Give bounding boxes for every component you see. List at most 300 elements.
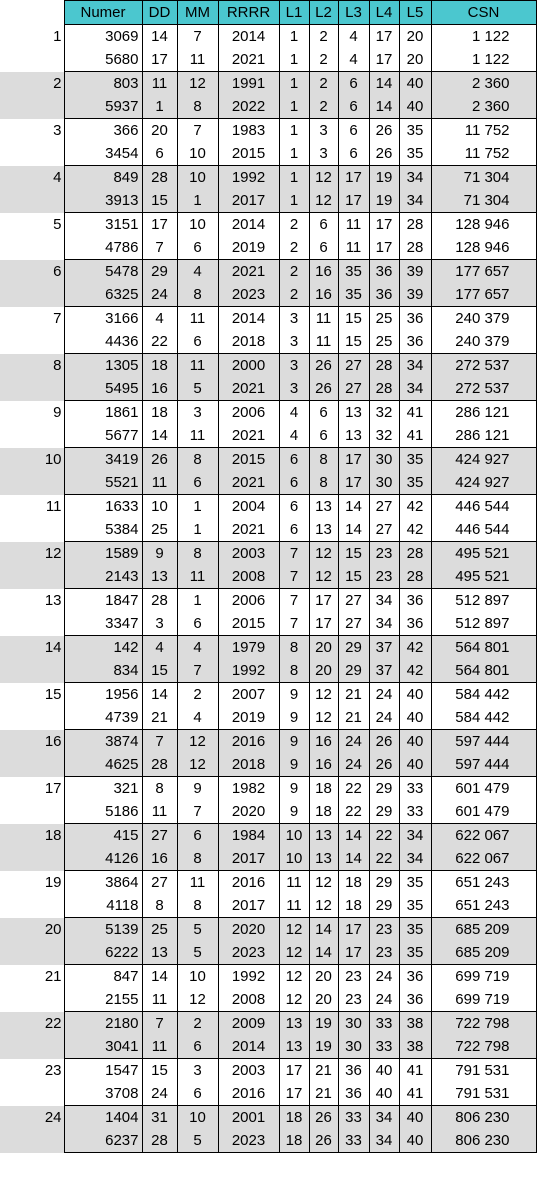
l1-cell: 12 xyxy=(279,965,309,989)
l4-cell: 23 xyxy=(369,565,399,589)
numer-cell: 5139 xyxy=(64,918,142,942)
l4-cell: 32 xyxy=(369,401,399,425)
header-csn: CSN xyxy=(431,1,536,25)
l3-cell: 15 xyxy=(338,542,369,566)
l4-cell: 19 xyxy=(369,189,399,213)
l5-cell: 40 xyxy=(399,753,431,777)
header-l2: L2 xyxy=(309,1,338,25)
l5-cell: 35 xyxy=(399,871,431,895)
l3-cell: 6 xyxy=(338,72,369,96)
l4-cell: 27 xyxy=(369,518,399,542)
l1-cell: 3 xyxy=(279,377,309,401)
l2-cell: 13 xyxy=(309,495,338,519)
numer-cell: 4118 xyxy=(64,894,142,918)
mm-cell: 7 xyxy=(177,119,218,143)
l3-cell: 18 xyxy=(338,871,369,895)
l1-cell: 12 xyxy=(279,941,309,965)
mm-cell: 5 xyxy=(177,918,218,942)
rrrr-cell: 1979 xyxy=(218,636,279,660)
l4-cell: 33 xyxy=(369,1035,399,1059)
l3-cell: 24 xyxy=(338,753,369,777)
dd-cell: 24 xyxy=(142,283,177,307)
mm-cell: 4 xyxy=(177,636,218,660)
table-row xyxy=(0,260,536,284)
l1-cell: 1 xyxy=(279,72,309,96)
l2-cell: 8 xyxy=(309,448,338,472)
l4-cell: 26 xyxy=(369,119,399,143)
l2-cell: 19 xyxy=(309,1012,338,1036)
l2-cell: 18 xyxy=(309,800,338,824)
l5-cell: 39 xyxy=(399,260,431,284)
group-number-cell: 14 xyxy=(0,636,64,683)
group-number-cell: 10 xyxy=(0,448,64,495)
csn-cell: 240 379 xyxy=(431,330,536,354)
dd-cell: 21 xyxy=(142,706,177,730)
l1-cell: 6 xyxy=(279,518,309,542)
l1-cell: 9 xyxy=(279,777,309,801)
mm-cell: 2 xyxy=(177,1012,218,1036)
l4-cell: 24 xyxy=(369,683,399,707)
l5-cell: 40 xyxy=(399,72,431,96)
dd-cell: 9 xyxy=(142,542,177,566)
dd-cell: 14 xyxy=(142,25,177,49)
dd-cell: 20 xyxy=(142,119,177,143)
l1-cell: 7 xyxy=(279,589,309,613)
rrrr-cell: 2023 xyxy=(218,941,279,965)
csn-cell: 584 442 xyxy=(431,706,536,730)
table-row xyxy=(0,1106,536,1130)
rrrr-cell: 2014 xyxy=(218,213,279,237)
numer-cell: 4786 xyxy=(64,236,142,260)
mm-cell: 8 xyxy=(177,283,218,307)
l4-cell: 14 xyxy=(369,95,399,119)
l4-cell: 33 xyxy=(369,1012,399,1036)
dd-cell: 10 xyxy=(142,495,177,519)
csn-cell: 2 360 xyxy=(431,72,536,96)
l3-cell: 13 xyxy=(338,424,369,448)
l4-cell: 25 xyxy=(369,330,399,354)
table-row xyxy=(0,1012,536,1036)
csn-cell: 495 521 xyxy=(431,565,536,589)
mm-cell: 7 xyxy=(177,800,218,824)
l1-cell: 1 xyxy=(279,25,309,49)
mm-cell: 9 xyxy=(177,777,218,801)
numer-cell: 4739 xyxy=(64,706,142,730)
mm-cell: 6 xyxy=(177,236,218,260)
table-row xyxy=(0,330,536,354)
mm-cell: 3 xyxy=(177,1059,218,1083)
l5-cell: 41 xyxy=(399,424,431,448)
l2-cell: 12 xyxy=(309,706,338,730)
dd-cell: 24 xyxy=(142,1082,177,1106)
table-row xyxy=(0,988,536,1012)
l2-cell: 21 xyxy=(309,1059,338,1083)
mm-cell: 12 xyxy=(177,730,218,754)
dd-cell: 14 xyxy=(142,965,177,989)
group-number-cell: 16 xyxy=(0,730,64,777)
rrrr-cell: 2014 xyxy=(218,307,279,331)
table-row xyxy=(0,612,536,636)
table-row xyxy=(0,753,536,777)
dd-cell: 4 xyxy=(142,307,177,331)
rrrr-cell: 1984 xyxy=(218,824,279,848)
csn-cell: 564 801 xyxy=(431,636,536,660)
csn-cell: 286 121 xyxy=(431,424,536,448)
l3-cell: 4 xyxy=(338,25,369,49)
mm-cell: 1 xyxy=(177,495,218,519)
l5-cell: 35 xyxy=(399,142,431,166)
l5-cell: 36 xyxy=(399,307,431,331)
l2-cell: 17 xyxy=(309,612,338,636)
dd-cell: 18 xyxy=(142,354,177,378)
l5-cell: 40 xyxy=(399,1106,431,1130)
l5-cell: 35 xyxy=(399,918,431,942)
l2-cell: 14 xyxy=(309,941,338,965)
numer-cell: 3166 xyxy=(64,307,142,331)
numer-cell: 366 xyxy=(64,119,142,143)
numer-cell: 3708 xyxy=(64,1082,142,1106)
csn-cell: 651 243 xyxy=(431,894,536,918)
l4-cell: 29 xyxy=(369,894,399,918)
l3-cell: 22 xyxy=(338,800,369,824)
dd-cell: 17 xyxy=(142,213,177,237)
l2-cell: 20 xyxy=(309,659,338,683)
csn-cell: 512 897 xyxy=(431,589,536,613)
l2-cell: 17 xyxy=(309,589,338,613)
l2-cell: 13 xyxy=(309,518,338,542)
table-row xyxy=(0,189,536,213)
l3-cell: 23 xyxy=(338,988,369,1012)
rrrr-cell: 1982 xyxy=(218,777,279,801)
rrrr-cell: 2021 xyxy=(218,424,279,448)
mm-cell: 7 xyxy=(177,25,218,49)
l4-cell: 28 xyxy=(369,354,399,378)
l4-cell: 37 xyxy=(369,636,399,660)
rrrr-cell: 2021 xyxy=(218,471,279,495)
l5-cell: 34 xyxy=(399,189,431,213)
table-row xyxy=(0,95,536,119)
l1-cell: 9 xyxy=(279,706,309,730)
rrrr-cell: 2004 xyxy=(218,495,279,519)
table-row xyxy=(0,236,536,260)
csn-cell: 424 927 xyxy=(431,471,536,495)
rrrr-cell: 1992 xyxy=(218,659,279,683)
mm-cell: 1 xyxy=(177,189,218,213)
dd-cell: 22 xyxy=(142,330,177,354)
l1-cell: 9 xyxy=(279,800,309,824)
l5-cell: 38 xyxy=(399,1035,431,1059)
l3-cell: 22 xyxy=(338,777,369,801)
l2-cell: 16 xyxy=(309,283,338,307)
mm-cell: 6 xyxy=(177,612,218,636)
numer-cell: 5937 xyxy=(64,95,142,119)
group-number-cell: 5 xyxy=(53,215,62,233)
l4-cell: 17 xyxy=(369,25,399,49)
l5-cell: 34 xyxy=(399,166,431,190)
csn-cell: 722 798 xyxy=(431,1012,536,1036)
rrrr-cell: 2015 xyxy=(218,142,279,166)
numer-cell: 803 xyxy=(64,72,142,96)
l4-cell: 37 xyxy=(369,659,399,683)
l5-cell: 28 xyxy=(399,213,431,237)
l3-cell: 17 xyxy=(338,189,369,213)
numer-cell: 5384 xyxy=(64,518,142,542)
l1-cell: 1 xyxy=(279,189,309,213)
l4-cell: 23 xyxy=(369,542,399,566)
l2-cell: 20 xyxy=(309,988,338,1012)
rrrr-cell: 1991 xyxy=(218,72,279,96)
rrrr-cell: 2023 xyxy=(218,1129,279,1153)
csn-cell: 699 719 xyxy=(431,988,536,1012)
l4-cell: 14 xyxy=(369,72,399,96)
numer-cell: 142 xyxy=(64,636,142,660)
rrrr-cell: 2003 xyxy=(218,1059,279,1083)
numer-cell: 5495 xyxy=(64,377,142,401)
l4-cell: 17 xyxy=(369,48,399,72)
csn-cell: 651 243 xyxy=(431,871,536,895)
l3-cell: 14 xyxy=(338,824,369,848)
l3-cell: 29 xyxy=(338,659,369,683)
mm-cell: 8 xyxy=(177,894,218,918)
l5-cell: 40 xyxy=(399,683,431,707)
l5-cell: 20 xyxy=(399,48,431,72)
rrrr-cell: 2019 xyxy=(218,236,279,260)
mm-cell: 11 xyxy=(177,307,218,331)
table-row xyxy=(0,471,536,495)
dd-cell: 1 xyxy=(142,95,177,119)
group-number-cell: 8 xyxy=(0,354,64,401)
group-number-cell: 17 xyxy=(44,779,62,797)
l1-cell: 10 xyxy=(279,847,309,871)
mm-cell: 8 xyxy=(177,847,218,871)
numer-cell: 1305 xyxy=(64,354,142,378)
l2-cell: 20 xyxy=(309,965,338,989)
l2-cell: 19 xyxy=(309,1035,338,1059)
dd-cell: 4 xyxy=(142,636,177,660)
csn-cell: 622 067 xyxy=(431,824,536,848)
mm-cell: 6 xyxy=(177,1035,218,1059)
mm-cell: 11 xyxy=(177,354,218,378)
l1-cell: 18 xyxy=(279,1129,309,1153)
l4-cell: 36 xyxy=(369,283,399,307)
l3-cell: 6 xyxy=(338,119,369,143)
l5-cell: 35 xyxy=(399,448,431,472)
mm-cell: 8 xyxy=(177,542,218,566)
rrrr-cell: 2016 xyxy=(218,1082,279,1106)
l3-cell: 27 xyxy=(338,377,369,401)
csn-cell: 597 444 xyxy=(431,753,536,777)
table-row xyxy=(0,25,536,49)
l2-cell: 21 xyxy=(309,1082,338,1106)
l3-cell: 33 xyxy=(338,1129,369,1153)
numer-cell: 4625 xyxy=(64,753,142,777)
l1-cell: 13 xyxy=(279,1012,309,1036)
l1-cell: 3 xyxy=(279,354,309,378)
dd-cell: 25 xyxy=(142,918,177,942)
dd-cell: 27 xyxy=(142,824,177,848)
group-number-cell: 2 xyxy=(0,72,64,119)
mm-cell: 11 xyxy=(177,871,218,895)
l5-cell: 41 xyxy=(399,1082,431,1106)
numer-cell: 5521 xyxy=(64,471,142,495)
csn-cell: 240 379 xyxy=(431,307,536,331)
rrrr-cell: 2019 xyxy=(218,706,279,730)
l3-cell: 6 xyxy=(338,142,369,166)
numer-cell: 1589 xyxy=(64,542,142,566)
header-numer: Numer xyxy=(64,1,142,25)
dd-cell: 15 xyxy=(142,659,177,683)
l1-cell: 13 xyxy=(279,1035,309,1059)
group-number-cell: 21 xyxy=(44,967,62,985)
l5-cell: 36 xyxy=(399,330,431,354)
l3-cell: 30 xyxy=(338,1012,369,1036)
rrrr-cell: 2009 xyxy=(218,1012,279,1036)
l2-cell: 20 xyxy=(309,636,338,660)
dd-cell: 11 xyxy=(142,471,177,495)
csn-cell: 424 927 xyxy=(431,448,536,472)
group-number-cell: 15 xyxy=(44,685,62,703)
table-row xyxy=(0,72,536,96)
table-row xyxy=(0,518,536,542)
csn-cell: 128 946 xyxy=(431,236,536,260)
header-l3: L3 xyxy=(338,1,369,25)
l2-cell: 3 xyxy=(309,119,338,143)
numer-cell: 5478 xyxy=(64,260,142,284)
header-mm: MM xyxy=(177,1,218,25)
l1-cell: 12 xyxy=(279,918,309,942)
l3-cell: 33 xyxy=(338,1106,369,1130)
l3-cell: 11 xyxy=(338,236,369,260)
l2-cell: 12 xyxy=(309,871,338,895)
numer-cell: 3069 xyxy=(64,25,142,49)
l2-cell: 12 xyxy=(309,166,338,190)
numer-cell: 4436 xyxy=(64,330,142,354)
group-number-cell: 4 xyxy=(0,166,64,213)
table-row xyxy=(0,48,536,72)
csn-cell: 584 442 xyxy=(431,683,536,707)
l1-cell: 1 xyxy=(279,166,309,190)
l1-cell: 2 xyxy=(279,260,309,284)
dd-cell: 25 xyxy=(142,518,177,542)
l2-cell: 16 xyxy=(309,753,338,777)
csn-cell: 564 801 xyxy=(431,659,536,683)
l2-cell: 2 xyxy=(309,48,338,72)
mm-cell: 4 xyxy=(177,260,218,284)
table-row xyxy=(0,424,536,448)
rrrr-cell: 2022 xyxy=(218,95,279,119)
mm-cell: 11 xyxy=(177,424,218,448)
table-row xyxy=(0,1059,536,1083)
l3-cell: 27 xyxy=(338,354,369,378)
l3-cell: 27 xyxy=(338,612,369,636)
header-l4: L4 xyxy=(369,1,399,25)
l1-cell: 10 xyxy=(279,824,309,848)
rrrr-cell: 2007 xyxy=(218,683,279,707)
table-row xyxy=(0,965,536,989)
numer-cell: 2155 xyxy=(64,988,142,1012)
rrrr-cell: 2017 xyxy=(218,894,279,918)
numer-cell: 3347 xyxy=(64,612,142,636)
mm-cell: 10 xyxy=(177,965,218,989)
mm-cell: 8 xyxy=(177,95,218,119)
dd-cell: 28 xyxy=(142,753,177,777)
l3-cell: 15 xyxy=(338,565,369,589)
mm-cell: 12 xyxy=(177,988,218,1012)
l1-cell: 3 xyxy=(279,330,309,354)
group-number-cell: 22 xyxy=(0,1012,64,1059)
l2-cell: 12 xyxy=(309,683,338,707)
numer-cell: 415 xyxy=(64,824,142,848)
table-row xyxy=(0,636,536,660)
numer-cell: 3151 xyxy=(64,213,142,237)
numer-cell: 6237 xyxy=(64,1129,142,1153)
mm-cell: 3 xyxy=(177,401,218,425)
l1-cell: 9 xyxy=(279,683,309,707)
table-row xyxy=(0,283,536,307)
dd-cell: 16 xyxy=(142,847,177,871)
l5-cell: 33 xyxy=(399,777,431,801)
rrrr-cell: 1983 xyxy=(218,119,279,143)
table-row xyxy=(0,800,536,824)
l5-cell: 35 xyxy=(399,119,431,143)
l4-cell: 34 xyxy=(369,589,399,613)
rrrr-cell: 2003 xyxy=(218,542,279,566)
mm-cell: 5 xyxy=(177,941,218,965)
csn-cell: 806 230 xyxy=(431,1106,536,1130)
l1-cell: 6 xyxy=(279,448,309,472)
numer-cell: 849 xyxy=(64,166,142,190)
numer-cell: 1404 xyxy=(64,1106,142,1130)
dd-cell: 11 xyxy=(142,800,177,824)
l1-cell: 1 xyxy=(279,142,309,166)
dd-cell: 7 xyxy=(142,1012,177,1036)
group-number-cell: 1 xyxy=(53,27,62,45)
rrrr-cell: 2000 xyxy=(218,354,279,378)
table-row xyxy=(0,918,536,942)
l1-cell: 2 xyxy=(279,283,309,307)
table-row xyxy=(0,448,536,472)
l4-cell: 29 xyxy=(369,871,399,895)
group-number-cell: 24 xyxy=(0,1106,64,1153)
dd-cell: 14 xyxy=(142,424,177,448)
numer-cell: 321 xyxy=(64,777,142,801)
numer-cell: 847 xyxy=(64,965,142,989)
rrrr-cell: 2020 xyxy=(218,800,279,824)
l3-cell: 21 xyxy=(338,706,369,730)
l1-cell: 18 xyxy=(279,1106,309,1130)
l5-cell: 28 xyxy=(399,565,431,589)
header-l5: L5 xyxy=(399,1,431,25)
table-row xyxy=(0,894,536,918)
l4-cell: 24 xyxy=(369,965,399,989)
mm-cell: 1 xyxy=(177,589,218,613)
mm-cell: 1 xyxy=(177,518,218,542)
table-row xyxy=(0,683,536,707)
numer-cell: 2143 xyxy=(64,565,142,589)
rrrr-cell: 2021 xyxy=(218,48,279,72)
csn-cell: 177 657 xyxy=(431,260,536,284)
rrrr-cell: 2023 xyxy=(218,283,279,307)
mm-cell: 6 xyxy=(177,824,218,848)
mm-cell: 8 xyxy=(177,448,218,472)
table-row xyxy=(0,730,536,754)
mm-cell: 5 xyxy=(177,377,218,401)
l5-cell: 38 xyxy=(399,1012,431,1036)
l3-cell: 14 xyxy=(338,518,369,542)
table-row xyxy=(0,401,536,425)
csn-cell: 597 444 xyxy=(431,730,536,754)
l4-cell: 30 xyxy=(369,471,399,495)
